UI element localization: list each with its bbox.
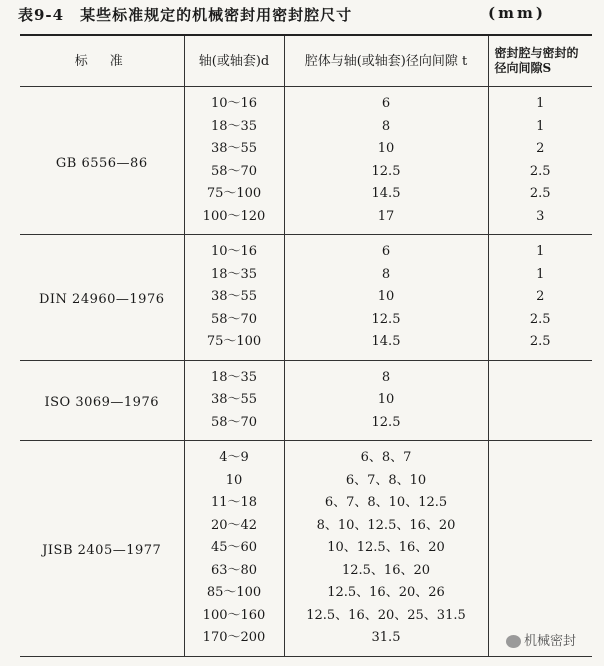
gap-t-cell: 8、10、12.5、16、20 [316, 517, 456, 533]
header-gap-t: 腔体与轴(或轴套)径向间隙 t [284, 35, 488, 87]
shaft-cell: 100～120 [184, 206, 284, 235]
gap-t-cell: 12.5 [371, 163, 401, 179]
shaft-cell: 38～55 [184, 389, 284, 412]
shaft-cell: 100～160 [184, 605, 284, 628]
shaft-cell: 45～60 [184, 537, 284, 560]
gap-t-cell: 12.5、16、20、25、31.5 [306, 607, 466, 623]
gap-t-cell: 10 [377, 141, 395, 157]
shaft-cell: 75～100 [184, 183, 284, 206]
shaft-cell: 18～35 [184, 264, 284, 287]
gap-t-cell: 12.5、16、20 [341, 562, 431, 578]
gap-t-cell: 17 [284, 206, 488, 235]
gap-s-cell: 1 [488, 87, 592, 116]
shaft-cell: 18～35 [184, 116, 284, 139]
shaft-cell: 58～70 [184, 412, 284, 441]
header-standard: 标准 [20, 35, 184, 87]
shaft-cell: 11～18 [184, 492, 284, 515]
gap-s-cell: 3 [488, 206, 592, 235]
table-row [20, 360, 592, 389]
table-unit: (mm) [488, 4, 546, 22]
gap-s-cell: 1 [488, 235, 592, 264]
gap-s-cell: 2.5 [488, 183, 592, 206]
gap-s-cell [488, 441, 592, 470]
gap-t-cell: 12.5、16、20、26 [327, 585, 445, 601]
gap-s-cell [488, 492, 592, 515]
watermark [506, 630, 576, 649]
header-shaft: 轴(或轴套)d [184, 35, 284, 87]
gap-t-cell: 14.5 [284, 331, 488, 360]
gap-s-cell [488, 470, 592, 493]
standard-cell: ISO 3069—1976 [20, 360, 184, 441]
shaft-cell: 63～80 [184, 560, 284, 583]
table-title [18, 4, 598, 28]
watermark-label: 机械密封 [524, 634, 577, 649]
gap-s-cell: 1 [488, 264, 592, 287]
shaft-cell: 10～16 [184, 235, 284, 264]
gap-t-cell: 6 [381, 244, 391, 260]
gap-t-cell: 6、8、7 [360, 450, 412, 466]
table-row [20, 441, 592, 470]
gap-s-cell [488, 560, 592, 583]
gap-t-cell: 10 [377, 392, 395, 408]
table-row [20, 87, 592, 116]
gap-s-cell: 2.5 [488, 161, 592, 184]
shaft-cell: 10～16 [184, 87, 284, 116]
gap-s-cell [488, 605, 592, 628]
gap-s-cell [488, 360, 592, 389]
gap-t-cell: 10、12.5、16、20 [327, 540, 445, 556]
shaft-cell: 58～70 [184, 309, 284, 332]
header-row [20, 35, 592, 87]
shaft-cell: 170～200 [184, 627, 284, 656]
gap-t-cell: 31.5 [284, 627, 488, 656]
gap-t-cell: 6、7、8、10、12.5 [324, 495, 448, 511]
standard-cell: JISB 2405—1977 [20, 441, 184, 657]
header-gap-s: 密封腔与密封的径向间隙S [488, 35, 592, 87]
shaft-cell: 75～100 [184, 331, 284, 360]
seal-chamber-table [20, 34, 592, 657]
table-body [20, 87, 592, 657]
standard-cell: GB 6556—86 [20, 87, 184, 235]
shaft-cell: 20～42 [184, 515, 284, 538]
shaft-cell: 38～55 [184, 138, 284, 161]
shaft-cell: 38～55 [184, 286, 284, 309]
gap-t-cell: 12.5 [284, 412, 488, 441]
gap-s-cell [488, 537, 592, 560]
gap-t-cell: 12.5 [371, 311, 401, 327]
shaft-cell: 58～70 [184, 161, 284, 184]
gap-s-cell: 2.5 [488, 309, 592, 332]
gap-t-cell: 14.5 [371, 186, 401, 202]
gap-t-cell: 6 [381, 96, 391, 112]
shaft-cell: 4～9 [184, 441, 284, 470]
gap-s-cell [488, 515, 592, 538]
gap-s-cell [488, 412, 592, 441]
gap-s-cell: 2 [488, 138, 592, 161]
gap-s-cell [488, 389, 592, 412]
gap-s-cell: 1 [488, 116, 592, 139]
gap-t-cell: 8 [381, 266, 391, 282]
table-title-text: 表9-4 某些标准规定的机械密封用密封腔尺寸 [18, 6, 353, 24]
table-row [20, 235, 592, 264]
shaft-cell: 85～100 [184, 582, 284, 605]
gap-t-cell: 8 [381, 118, 391, 134]
gap-s-cell: 2 [488, 286, 592, 309]
gap-t-cell: 8 [381, 369, 391, 385]
shaft-cell: 10 [184, 470, 284, 493]
gap-t-cell: 6、7、8、10 [345, 472, 427, 488]
standard-cell: DIN 24960—1976 [20, 235, 184, 361]
wechat-icon [506, 635, 521, 648]
gap-s-cell: 2.5 [488, 331, 592, 360]
gap-s-cell [488, 582, 592, 605]
shaft-cell: 18～35 [184, 360, 284, 389]
gap-t-cell: 10 [377, 289, 395, 305]
